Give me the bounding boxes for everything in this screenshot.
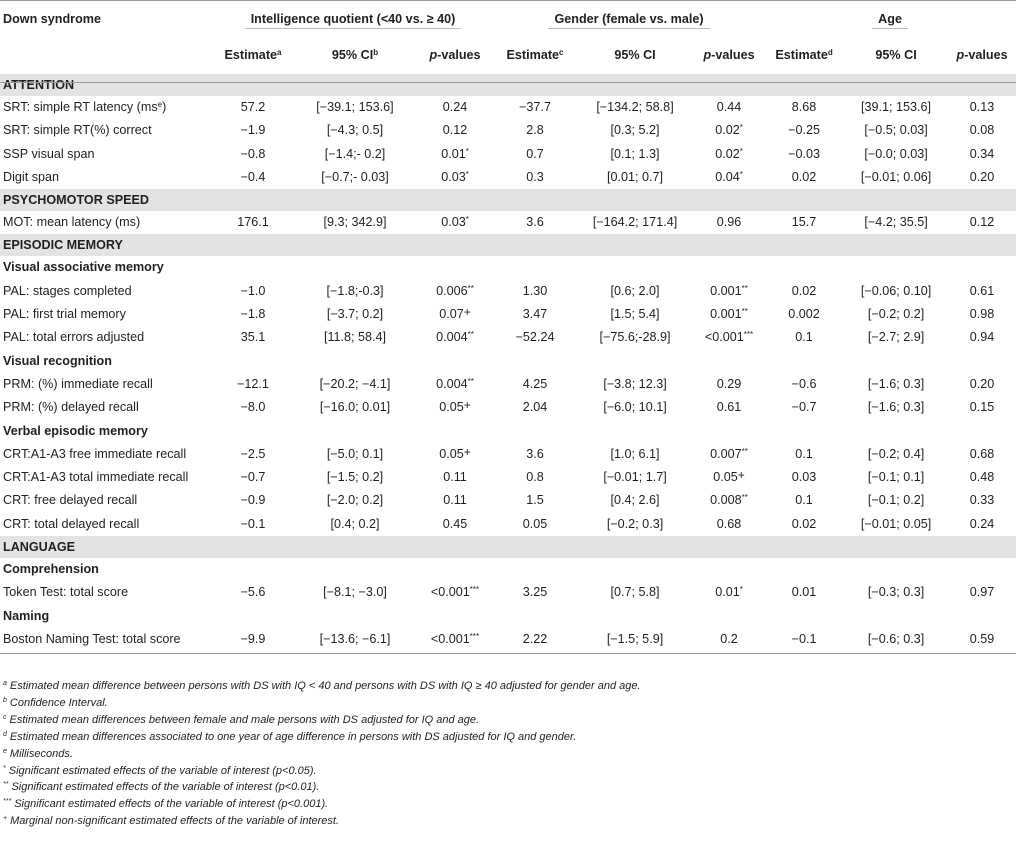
cell-age-p: 0.48: [969, 470, 995, 485]
cell-age-ci: [−0.6; 0.3]: [867, 631, 925, 646]
cell-age-estimate: −0.6: [791, 376, 817, 391]
row-label: Digit span: [3, 169, 60, 184]
cell-iq-p: 0.03*: [441, 215, 469, 230]
cell-age-estimate: 0.01: [791, 585, 817, 600]
cell-gender-estimate: 2.8: [526, 123, 544, 138]
cell-gender-estimate: 3.47: [522, 307, 548, 322]
cell-gender-p: 0.2: [720, 631, 738, 646]
footnotes: [3, 678, 1013, 830]
cell-age-estimate: −0.25: [788, 123, 820, 138]
cell-age-estimate: 0.1: [795, 446, 813, 461]
subsection-row: [0, 605, 1016, 628]
cell-iq-ci: [−16.0; 0.01]: [319, 400, 391, 415]
header-rule: [0, 82, 1016, 83]
cell-iq-estimate: −0.9: [240, 493, 266, 508]
cell-gender-ci: [0.4; 2.6]: [610, 493, 660, 508]
cell-iq-ci: [−20.2; −4.1]: [319, 376, 391, 391]
cell-gender-p: 0.61: [716, 400, 742, 415]
cell-gender-ci: [−0.2; 0.3]: [606, 516, 664, 531]
cell-iq-estimate: −1.0: [240, 283, 266, 298]
cell-age-estimate: 0.02: [791, 169, 817, 184]
cell-iq-ci: [0.4; 0.2]: [330, 516, 380, 531]
row-label: CRT:A1-A3 total immediate recall: [3, 470, 189, 485]
cell-iq-p: <0.001***: [430, 585, 480, 600]
cell-age-p: 0.20: [969, 169, 995, 184]
row-label: PAL: total errors adjusted: [3, 330, 145, 345]
cell-iq-estimate: −0.4: [240, 169, 266, 184]
cell-age-ci: [−0.01; 0.05]: [860, 516, 932, 531]
cell-age-ci: [−0.0; 0.03]: [864, 146, 928, 161]
table-row: [0, 303, 1016, 326]
cell-age-p: 0.13: [969, 100, 995, 114]
cell-age-p: 0.59: [969, 631, 995, 646]
header-row-columns: [0, 38, 1016, 74]
footnote: $^a$ Estimated mean difference between persons with DS with IQ < 40 and persons with DS with IQ ≥ 40 adjusted for gender and age.: [3, 680, 641, 692]
cell-gender-estimate: 2.04: [522, 400, 548, 415]
top-rule: [0, 0, 1016, 1]
cell-iq-p: <0.001***: [430, 631, 480, 646]
footnote: + Marginal non-significant estimated effects of the variable of interest.: [3, 815, 340, 828]
cell-iq-estimate: −2.5: [240, 446, 266, 461]
cell-iq-ci: [−5.0; 0.1]: [326, 446, 384, 461]
cell-gender-ci: [1.0; 6.1]: [610, 446, 660, 461]
cell-gender-ci: [−6.0; 10.1]: [603, 400, 667, 415]
cell-age-ci: [−4.2; 35.5]: [864, 215, 928, 230]
cell-gender-p: 0.001**: [710, 283, 748, 298]
cell-age-p: 0.24: [969, 516, 995, 531]
cell-gender-estimate: 0.05: [522, 516, 548, 531]
cell-gender-p: 0.02*: [715, 146, 743, 161]
cell-age-estimate: 0.002: [788, 307, 820, 322]
row-label: PAL: first trial memory: [3, 307, 126, 322]
header-row-groups: [0, 0, 1016, 38]
table-row: [0, 280, 1016, 303]
col-ci-age: 95% CI: [875, 48, 917, 62]
cell-iq-ci: [−1.4;- 0.2]: [324, 146, 386, 161]
cell-age-estimate: −0.03: [788, 146, 820, 161]
table-row: [0, 119, 1016, 142]
table-row: [0, 166, 1016, 189]
cell-iq-ci: [9.3; 342.9]: [323, 215, 387, 230]
cell-iq-p: 0.05+: [439, 398, 471, 415]
cell-gender-ci: [−3.8; 12.3]: [603, 376, 667, 391]
cell-iq-ci: [−3.7; 0.2]: [326, 307, 384, 322]
cell-iq-p: 0.11: [443, 470, 467, 485]
section-row: [0, 234, 1016, 256]
corner-label: Down syndrome: [3, 12, 101, 26]
cell-iq-p: 0.24: [442, 100, 468, 114]
cell-gender-ci: [0.1; 1.3]: [610, 146, 660, 161]
cell-iq-estimate: 35.1: [240, 330, 266, 345]
cell-iq-ci: [−0.7;- 0.03]: [321, 169, 389, 184]
cell-iq-estimate: 176.1: [237, 215, 269, 230]
cell-iq-estimate: −12.1: [237, 376, 269, 391]
cell-gender-ci: [0.6; 2.0]: [610, 283, 660, 298]
table-row: [0, 489, 1016, 512]
cell-iq-p: 0.45: [442, 516, 468, 531]
cell-gender-estimate: 3.25: [522, 585, 548, 600]
subsection-row: [0, 256, 1016, 279]
row-label: PRM: (%) delayed recall: [3, 400, 139, 415]
section-row: [0, 536, 1016, 558]
cell-iq-ci: [−13.6; −6.1]: [319, 631, 391, 646]
table-row: [0, 96, 1016, 119]
cell-gender-estimate: 4.25: [522, 376, 548, 391]
subsection-label: Verbal episodic memory: [3, 423, 148, 438]
col-p-iq: p-values: [429, 48, 481, 62]
footnote: $^b$ Confidence Interval.: [3, 696, 108, 709]
table-row: [0, 373, 1016, 396]
cell-age-p: 0.34: [969, 146, 995, 161]
col-p-age: p-values: [956, 48, 1008, 62]
row-label: CRT:A1-A3 free immediate recall: [3, 446, 187, 461]
row-label: MOT: mean latency (ms): [3, 215, 141, 230]
cell-gender-p: 0.29: [716, 376, 742, 391]
cell-age-estimate: 15.7: [791, 215, 817, 230]
cell-iq-p: 0.004**: [436, 376, 474, 391]
footnote: $^e$ Milliseconds.: [3, 747, 73, 760]
cell-iq-estimate: −0.8: [240, 146, 266, 161]
cell-gender-ci: [0.01; 0.7]: [607, 169, 664, 184]
table-row: [0, 628, 1016, 651]
footnote: ** Significant estimated effects of the variable of interest (p<0.01).: [3, 781, 320, 794]
cell-gender-estimate: 0.7: [526, 146, 544, 161]
table-row: [0, 211, 1016, 234]
cell-age-p: 0.33: [969, 493, 995, 508]
table-row: [0, 443, 1016, 466]
footnote: * Significant estimated effects of the variable of interest (p<0.05).: [3, 764, 317, 777]
row-label: Boston Naming Test: total score: [3, 631, 181, 646]
cell-iq-ci: [−1.5; 0.2]: [326, 470, 384, 485]
cell-age-estimate: 8.68: [791, 100, 817, 114]
row-label: SRT: simple RT latency $(ms^e)$: [3, 100, 167, 114]
cell-gender-p: 0.68: [716, 516, 742, 531]
cell-gender-ci: [−75.6;-28.9]: [599, 330, 671, 345]
table-row: [0, 143, 1016, 166]
cell-age-estimate: 0.02: [791, 516, 817, 531]
cell-gender-p: <0.001***: [704, 330, 754, 345]
col-p-gender: p-values: [703, 48, 755, 62]
group-iq-header: Intelligence quotient (<40 vs. ≥ 40): [212, 0, 494, 38]
cell-age-p: 0.20: [969, 376, 995, 391]
cell-age-ci: [−0.1; 0.1]: [867, 470, 925, 485]
cell-iq-p: 0.11: [443, 493, 467, 508]
cell-age-ci: [−0.2; 0.4]: [867, 446, 925, 461]
cell-age-ci: [−0.2; 0.2]: [867, 307, 925, 322]
cell-gender-p: 0.05+: [713, 468, 745, 485]
cell-age-ci: [−0.1; 0.2]: [867, 493, 925, 508]
subsection-row: [0, 558, 1016, 581]
table-row: [0, 466, 1016, 489]
cell-gender-estimate: 2.22: [522, 631, 548, 646]
cell-age-ci: [−0.01; 0.06]: [860, 169, 932, 184]
cell-iq-estimate: −0.1: [240, 516, 266, 531]
row-label: PRM: (%) immediate recall: [3, 376, 153, 391]
cell-iq-p: 0.07+: [439, 305, 471, 322]
cell-gender-p: 0.96: [716, 215, 742, 230]
cell-age-ci: [−2.7; 2.9]: [867, 330, 925, 345]
footnote: *** Significant estimated effects of the variable of interest (p<0.001).: [3, 798, 329, 811]
cell-iq-p: 0.05+: [439, 444, 471, 461]
cell-age-estimate: 0.1: [795, 330, 813, 345]
cell-age-ci: [−0.5; 0.03]: [864, 123, 928, 138]
cell-gender-estimate: 3.6: [526, 446, 544, 461]
cell-age-p: 0.98: [969, 307, 995, 322]
footnote: $^c$ Estimated mean differences between female and male persons with DS adjusted for IQ and age.: [3, 713, 480, 726]
table-row: [0, 396, 1016, 419]
section-row: [0, 74, 1016, 96]
cell-iq-ci: [11.8; 58.4]: [323, 330, 387, 345]
cell-gender-estimate: 3.6: [526, 215, 544, 230]
cell-gender-ci: [1.5; 5.4]: [610, 307, 660, 322]
subsection-label: Comprehension: [3, 562, 99, 577]
section-label: EPISODIC MEMORY: [0, 234, 1016, 256]
subsection-label: Naming: [3, 608, 50, 623]
cell-age-ci: [−0.3; 0.3]: [867, 585, 925, 600]
subsection-row: [0, 350, 1016, 373]
cell-age-estimate: 0.02: [791, 283, 817, 298]
cell-iq-estimate: 57.2: [240, 100, 266, 114]
cell-iq-ci: [−39.1; 153.6]: [316, 100, 394, 114]
row-label: Token Test: total score: [3, 585, 129, 600]
col-ci-gender: 95% CI: [614, 48, 656, 62]
cell-gender-ci: [−164.2; 171.4]: [592, 215, 678, 230]
cell-gender-p: 0.007**: [710, 446, 748, 461]
cell-iq-p: 0.01*: [441, 146, 469, 161]
cell-gender-estimate: 0.3: [526, 169, 544, 184]
cell-iq-p: 0.12: [442, 123, 468, 138]
row-label: PAL: stages completed: [3, 283, 132, 298]
cell-age-estimate: −0.7: [791, 400, 817, 415]
bottom-rule: [0, 653, 1016, 654]
cell-age-ci: [−1.6; 0.3]: [867, 376, 925, 391]
col-estimate-age: Estimate$^d$: [775, 48, 833, 62]
cell-iq-estimate: −9.9: [240, 631, 266, 646]
cell-iq-estimate: −8.0: [240, 400, 266, 415]
subsection-label: Visual associative memory: [3, 260, 164, 275]
cell-iq-estimate: −0.7: [240, 470, 266, 485]
section-label: ATTENTION: [0, 74, 1016, 96]
subsection-label: Visual recognition: [3, 353, 112, 368]
section-row: [0, 189, 1016, 211]
cell-age-ci: [39.1; 153.6]: [861, 100, 932, 114]
cell-iq-p: 0.006**: [436, 283, 474, 298]
cell-gender-estimate: 0.8: [526, 470, 544, 485]
cell-iq-estimate: −1.8: [240, 307, 266, 322]
cell-gender-ci: [−134.2; 58.8]: [596, 100, 674, 114]
col-estimate-gender: Estimate$^c$: [506, 48, 564, 62]
cell-gender-estimate: 1.30: [522, 283, 548, 298]
cell-iq-ci: [−8.1; −3.0]: [323, 585, 387, 600]
cell-age-p: 0.15: [969, 400, 995, 415]
cell-gender-ci: [0.3; 5.2]: [610, 123, 660, 138]
cell-age-ci: [−1.6; 0.3]: [867, 400, 925, 415]
cell-iq-estimate: −1.9: [240, 123, 266, 138]
table-row: [0, 326, 1016, 349]
cell-gender-p: 0.02*: [715, 123, 743, 138]
row-label: CRT: total delayed recall: [3, 516, 140, 531]
section-label: PSYCHOMOTOR SPEED: [0, 189, 1016, 211]
header-empty: [0, 38, 212, 74]
col-ci-iq: 95% $CI^b$: [331, 48, 379, 62]
table-row: [0, 581, 1016, 604]
cell-iq-estimate: −5.6: [240, 585, 266, 600]
cell-iq-p: 0.004**: [436, 330, 474, 345]
cell-gender-estimate: 1.5: [526, 493, 544, 508]
row-label: CRT: free delayed recall: [3, 493, 138, 508]
cell-gender-p: 0.008**: [710, 493, 748, 508]
cell-gender-estimate: −52.24: [515, 330, 555, 345]
cell-gender-estimate: −37.7: [519, 100, 551, 114]
cell-gender-ci: [−1.5; 5.9]: [606, 631, 664, 646]
cell-gender-p: 0.01*: [715, 585, 743, 600]
cell-age-estimate: 0.03: [791, 470, 817, 485]
cell-gender-ci: [0.7; 5.8]: [610, 585, 660, 600]
cell-age-p: 0.94: [969, 330, 995, 345]
col-estimate-iq: Estimate$^a$: [224, 48, 282, 62]
cell-age-estimate: −0.1: [791, 631, 817, 646]
cell-gender-ci: [−0.01; 1.7]: [603, 470, 667, 485]
group-age-header: Age: [764, 0, 1016, 38]
subsection-row: [0, 420, 1016, 443]
cell-gender-p: 0.001**: [710, 307, 748, 322]
cell-iq-ci: [−1.8;-0.3]: [326, 283, 384, 298]
cell-age-p: 0.12: [969, 215, 995, 230]
section-label: LANGUAGE: [0, 536, 1016, 558]
table-row: [0, 513, 1016, 536]
footnote: $^d$ Estimated mean differences associated to one year of age difference in persons with DS adjusted for IQ and gender.: [3, 730, 577, 743]
cell-iq-ci: [−4.3; 0.5]: [326, 123, 384, 138]
cell-age-p: 0.08: [969, 123, 995, 138]
cell-gender-p: 0.44: [716, 100, 742, 114]
cell-iq-p: 0.03*: [441, 169, 469, 184]
cell-age-p: 0.61: [969, 283, 995, 298]
group-gender-header: Gender (female vs. male): [494, 0, 764, 38]
cell-age-estimate: 0.1: [795, 493, 813, 508]
cell-age-p: 0.68: [969, 446, 995, 461]
row-label: SRT: simple RT(%) correct: [3, 123, 152, 138]
cell-age-ci: [−0.06; 0.10]: [860, 283, 932, 298]
cell-gender-p: 0.04*: [715, 169, 743, 184]
cell-iq-ci: [−2.0; 0.2]: [326, 493, 384, 508]
row-label: SSP visual span: [3, 146, 95, 161]
cell-age-p: 0.97: [969, 585, 995, 600]
